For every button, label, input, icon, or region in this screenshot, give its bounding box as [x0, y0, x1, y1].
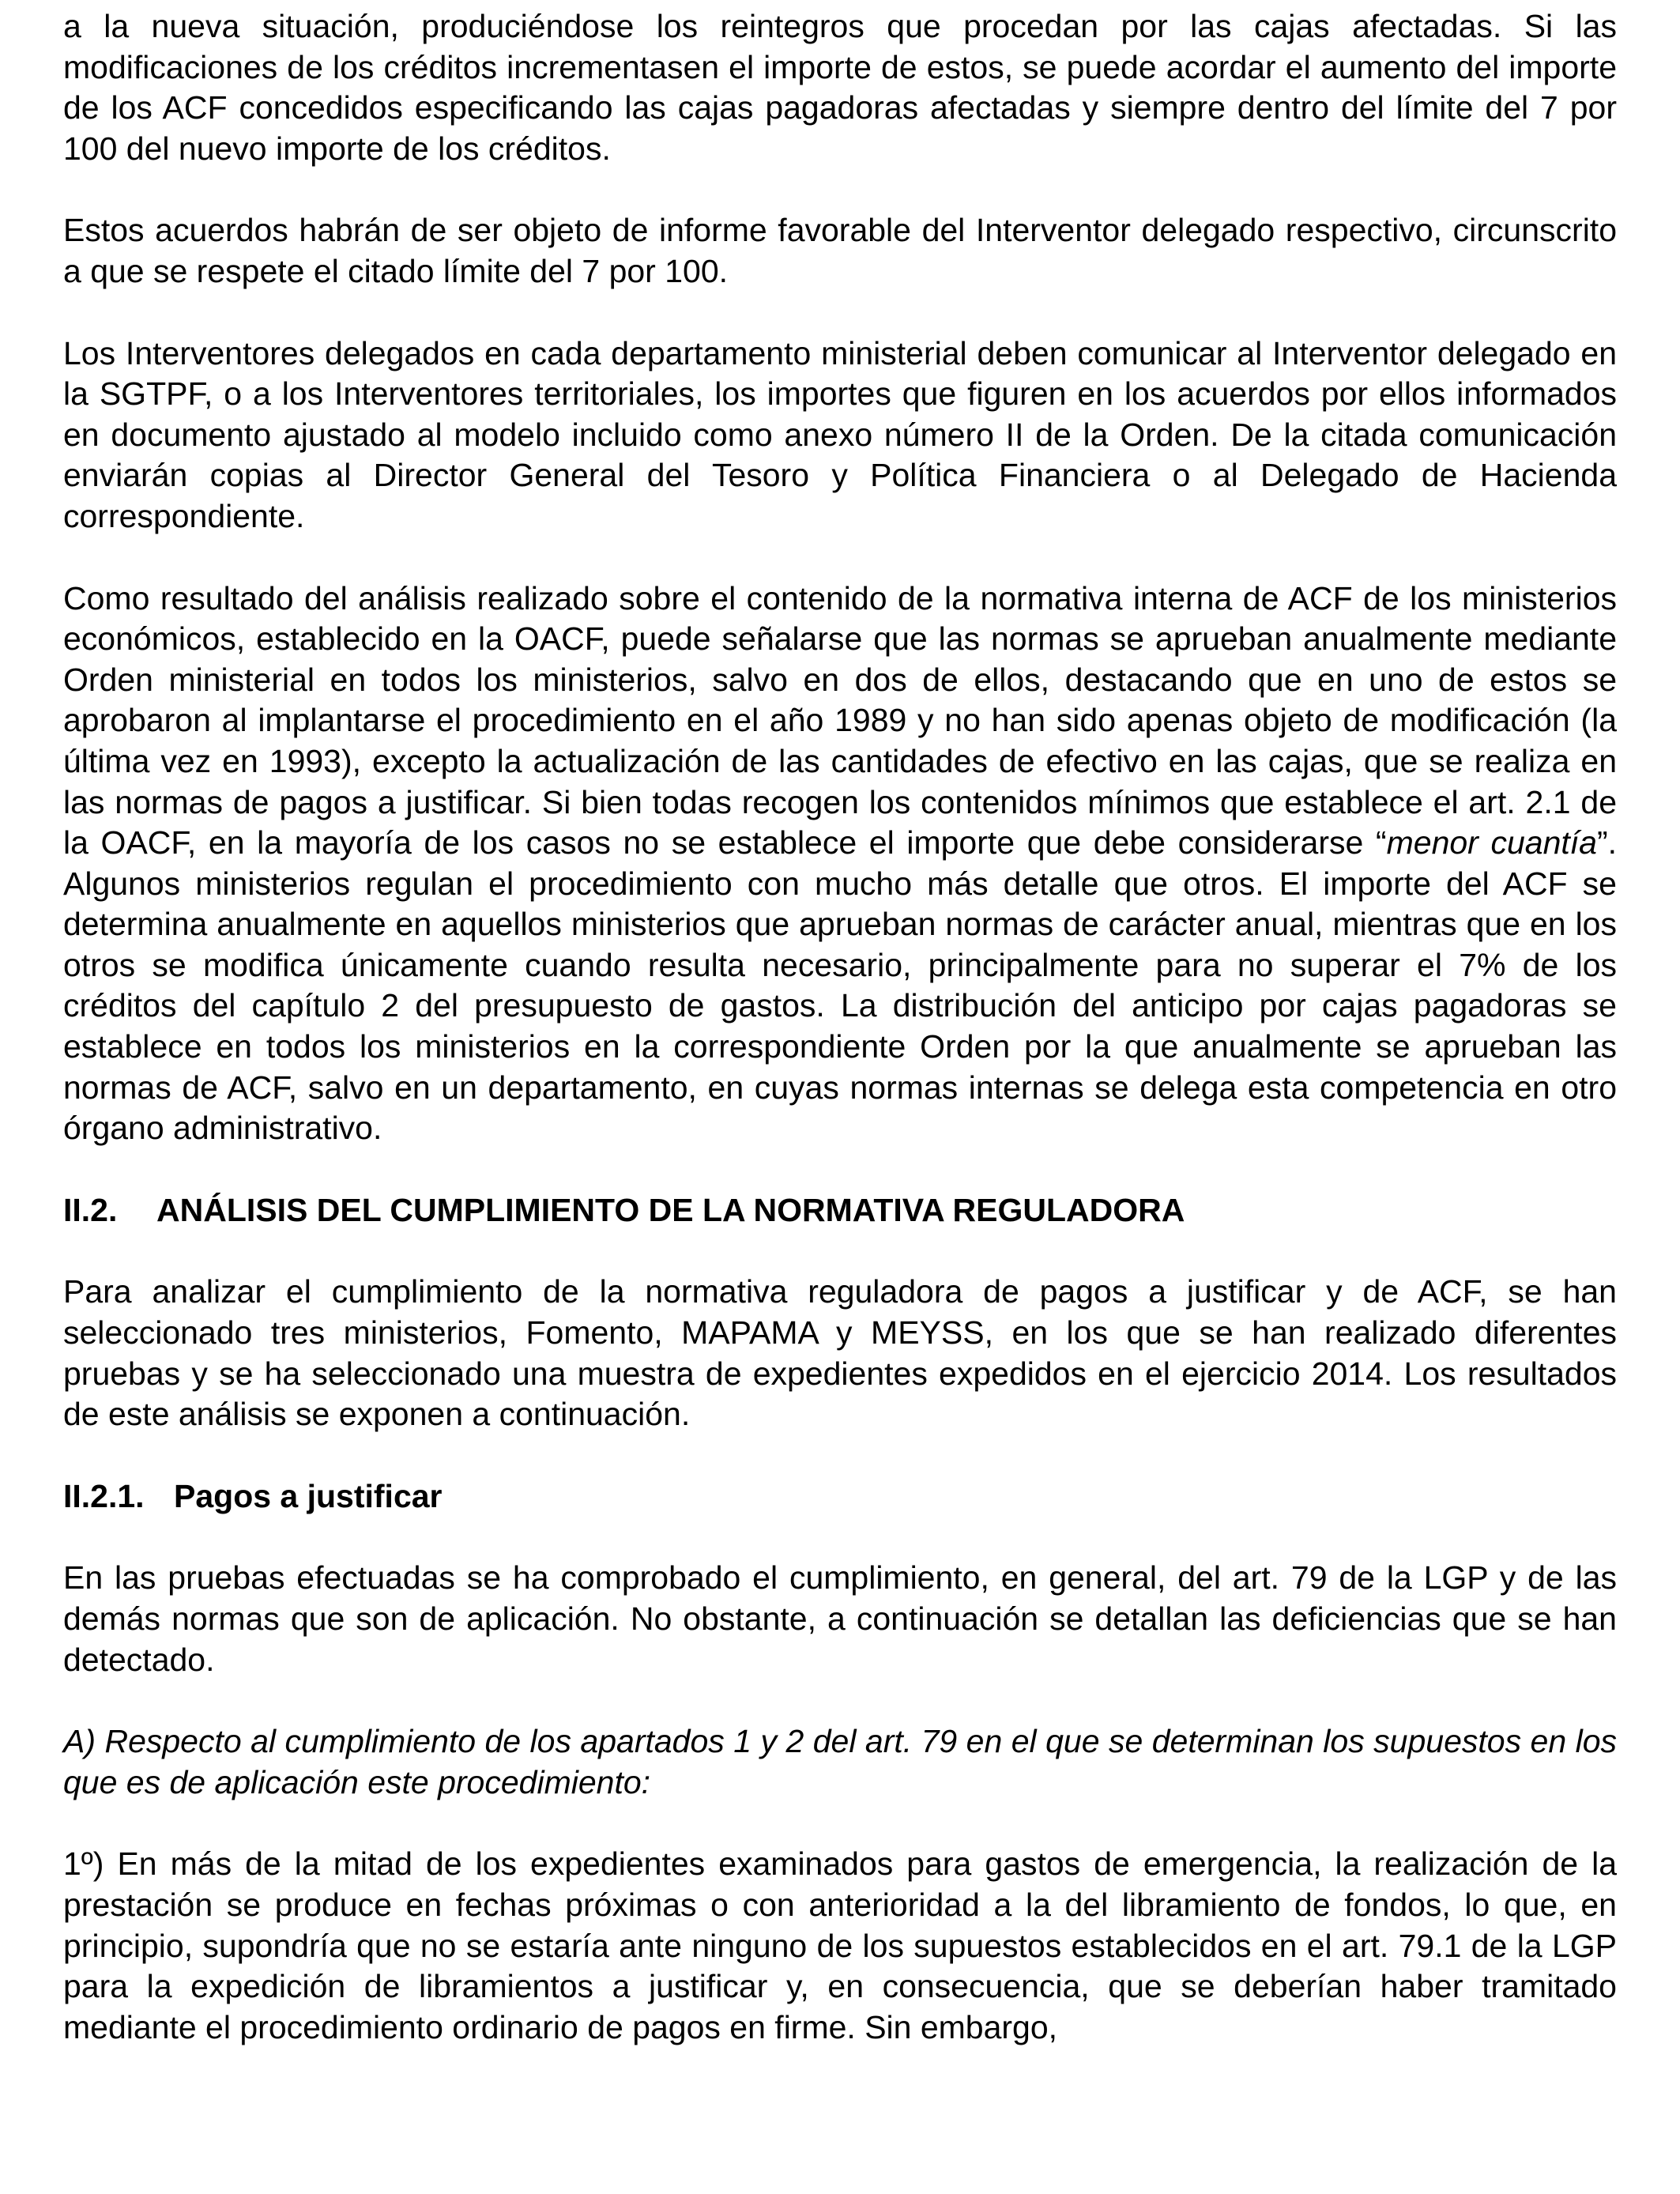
paragraph-informe-interventor: Estos acuerdos habrán de ser objeto de informe favorable del Interventor delegado respectivo, circunscrito a que se respete el citado límite del 7 por 100. [63, 212, 1617, 289]
paragraph-text-segment: Como resultado del análisis realizado sobre el contenido de la normativa interna de ACF de los ministerios económicos, establecido en la OACF, puede señalarse que las normas se aprueban anualmente mediante Orden ministerial en todos los ministerios, salvo en dos de ellos, destacando que en uno de estos se aprobaron al implantarse el procedimiento en el año 1989 y no han sido apenas objeto de modificación (la última vez en 1993), excepto la actualización de las cantidades de efectivo en las cajas, que se realiza en las normas de pagos a justificar. Si bien todas recogen los contenidos mínimos que establece el art. 2.1 de la OACF, en la mayoría de los casos no se establece el importe que debe considerarse “ [63, 579, 1617, 861]
section-heading-ii-2 [63, 1190, 1617, 1231]
paragraph-apartado-a: A) Respecto al cumplimiento de los apartados 1 y 2 del art. 79 en el que se determinan los supuestos en los que es de aplicación este procedimiento: [63, 1723, 1617, 1800]
subsection-number: II.2.1. [63, 1477, 145, 1514]
paragraph-seleccion-ministerios: Para analizar el cumplimiento de la normativa reguladora de pagos a justificar y de ACF, se han seleccionado tres ministerios, Fomento, MAPAMA y MEYSS, en los que se han realizado diferentes pruebas y se ha seleccionado una muestra de expedientes expedidos en el ejercicio 2014. Los resultados de este análisis se exponen a continuación. [63, 1273, 1617, 1433]
italic-term: menor cuantía [1386, 824, 1597, 861]
section-title: ANÁLISIS DEL CUMPLIMIENTO DE LA NORMATIVA REGULADORA [156, 1191, 1185, 1228]
paragraph-text-segment: ”. Algunos ministerios regulan el procedimiento con mucho más detalle que otros. El importe del ACF se determina anualmente en aquellos ministerios que aprueban normas de carácter anual, mientras que en los otros se modifica únicamente cuando resulta necesario, principalmente para no superar el 7% de los créditos del capítulo 2 del presupuesto de gastos. La distribución del anticipo por cajas pagadoras se establece en todos los ministerios en la correspondiente Orden por la que anualmente se aprueban las normas de ACF, salvo en un departamento, en cuyas normas internas se delega esta competencia en otro órgano administrativo. [63, 824, 1617, 1147]
paragraph-acf-modificaciones: a la nueva situación, produciéndose los reintegros que procedan por las cajas afectadas. Si las modificaciones de los créditos incrementasen el importe de estos, se puede acordar el aumento del importe de los ACF concedidos especificando las cajas pagadoras afectadas y siempre dentro del límite del 7 por 100 del nuevo importe de los créditos. [63, 8, 1617, 167]
paragraph-pruebas-efectuadas: En las pruebas efectuadas se ha comprobado el cumplimiento, en general, del art. 79 de la LGP y de las demás normas que son de aplicación. No obstante, a continuación se detallan las deficiencias que se han detectado. [63, 1559, 1617, 1678]
paragraph-punto-1: 1º) En más de la mitad de los expedientes examinados para gastos de emergencia, la realización de la prestación se produce en fechas próximas o con anterioridad a la del libramiento de fondos, lo que, en principio, supondría que no se estaría ante ninguno de los supuestos establecidos en el art. 79.1 de la LGP para la expedición de libramientos a justificar y, en consecuencia, que se deberían haber tramitado mediante el procedimiento ordinario de pagos en firme. Sin embargo, [63, 1845, 1617, 2045]
section-number: II.2. [63, 1191, 118, 1228]
paragraph-analisis-normativa-interna [63, 579, 1617, 1149]
document-page [63, 6, 1617, 2048]
subsection-heading-ii-2-1 [63, 1476, 1617, 1517]
subsection-title: Pagos a justificar [174, 1477, 443, 1514]
paragraph-comunicacion-interventores: Los Interventores delegados en cada departamento ministerial deben comunicar al Interventor delegado en la SGTPF, o a los Interventores territoriales, los importes que figuren en los acuerdos por ellos informados en documento ajustado al modelo incluido como anexo número II de la Orden. De la citada comunicación enviarán copias al Director General del Tesoro y Política Financiera o al Delegado de Hacienda correspondiente. [63, 334, 1617, 534]
